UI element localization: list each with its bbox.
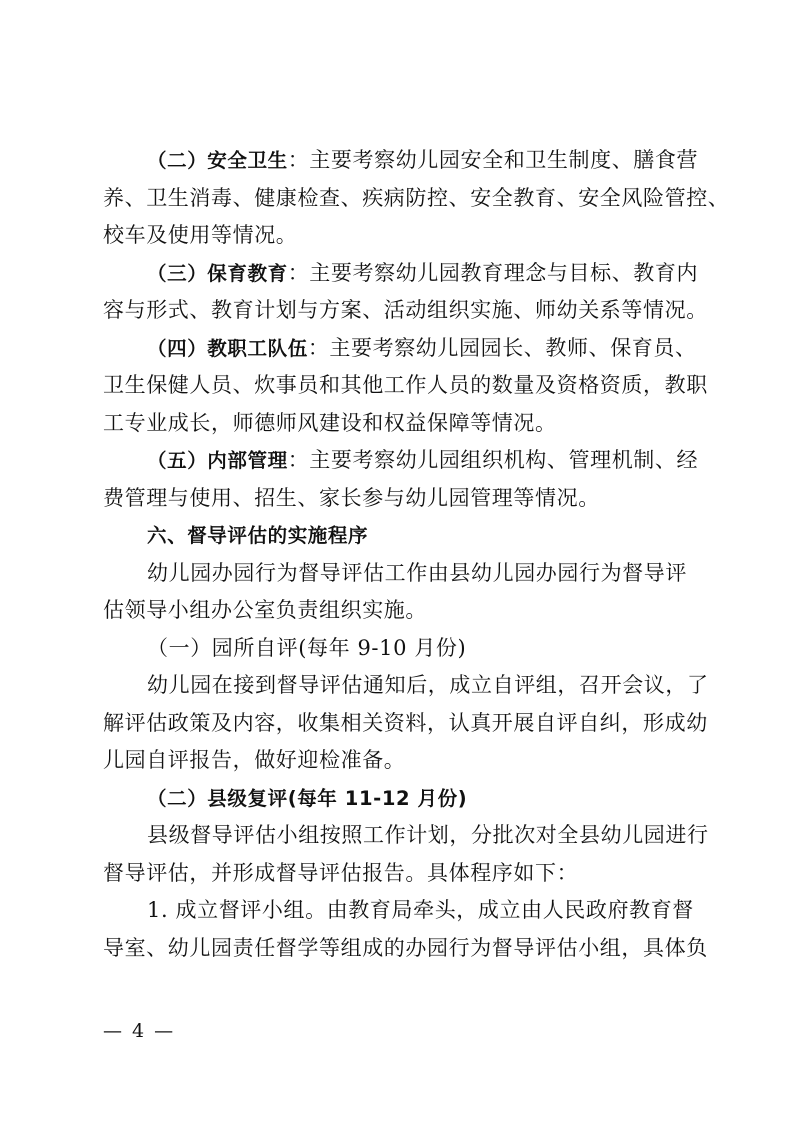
paragraph-line: 容与形式、教育计划与方案、活动组织实施、师幼关系等情况。 (103, 298, 708, 322)
page-number: — 4 — (103, 1020, 176, 1042)
paragraph-line: （三）保育教育：主要考察幼儿园教育理念与目标、教育内 (147, 260, 699, 285)
paragraph-line: （二）安全卫生：主要考察幼儿园安全和卫生制度、膳食营 (147, 148, 699, 172)
body-text (103, 142, 730, 967)
paragraph-line: 校车及使用等情况。 (103, 223, 298, 247)
section-label: （三）保育教育 (147, 261, 288, 285)
subsection-heading: （一）园所自评(每年 9-10 月份) (147, 635, 467, 660)
paragraph-line: 解评估政策及内容，收集相关资料，认真开展自评自纠，形成幼 (103, 710, 708, 735)
section-label: （五）内部管理 (147, 449, 288, 472)
paragraph-line: 督导评估，并形成督导评估报告。具体程序如下： (103, 860, 579, 885)
paragraph-line: 费管理与使用、招生、家长参与幼儿园管理等情况。 (103, 485, 600, 510)
section-label: （二）安全卫生 (147, 149, 288, 172)
section-heading: 六、督导评估的实施程序 (147, 524, 369, 547)
paragraph-line: 县级督导评估小组按照工作计划，分批次对全县幼儿园进行 (147, 823, 709, 847)
paragraph-line: （四）教职工队伍：主要考察幼儿园园长、教师、保育员、 (147, 335, 697, 360)
paragraph-line: 工专业成长，师德师风建设和权益保障等情况。 (103, 410, 557, 435)
paragraph-line: 幼儿园在接到督导评估通知后，成立自评组，召开会议，了 (147, 673, 709, 697)
paragraph-line: 养、卫生消毒、健康检查、疾病防控、安全教育、安全风险管控、 (103, 185, 730, 210)
paragraph-line: 1. 成立督评小组。由教育局牵头，成立由人民政府教育督 (147, 898, 694, 922)
paragraph-line: 卫生保健人员、炊事员和其他工作人员的数量及资格资质，教职 (103, 373, 708, 397)
paragraph-line: 估领导小组办公室负责组织实施。 (103, 598, 427, 622)
paragraph-line: （五）内部管理：主要考察幼儿园组织机构、管理机制、经 (147, 448, 699, 472)
subsection-heading: （二）县级复评(每年 11-12 月份) (147, 786, 468, 810)
paragraph-line: 儿园自评报告，做好迎检准备。 (103, 748, 406, 772)
section-label: （四）教职工队伍 (147, 336, 308, 360)
paragraph-line: 导室、幼儿园责任督学等组成的办园行为督导评估小组，具体负 (103, 935, 708, 960)
paragraph-line: 幼儿园办园行为督导评估工作由县幼儿园办园行为督导评 (147, 560, 687, 585)
